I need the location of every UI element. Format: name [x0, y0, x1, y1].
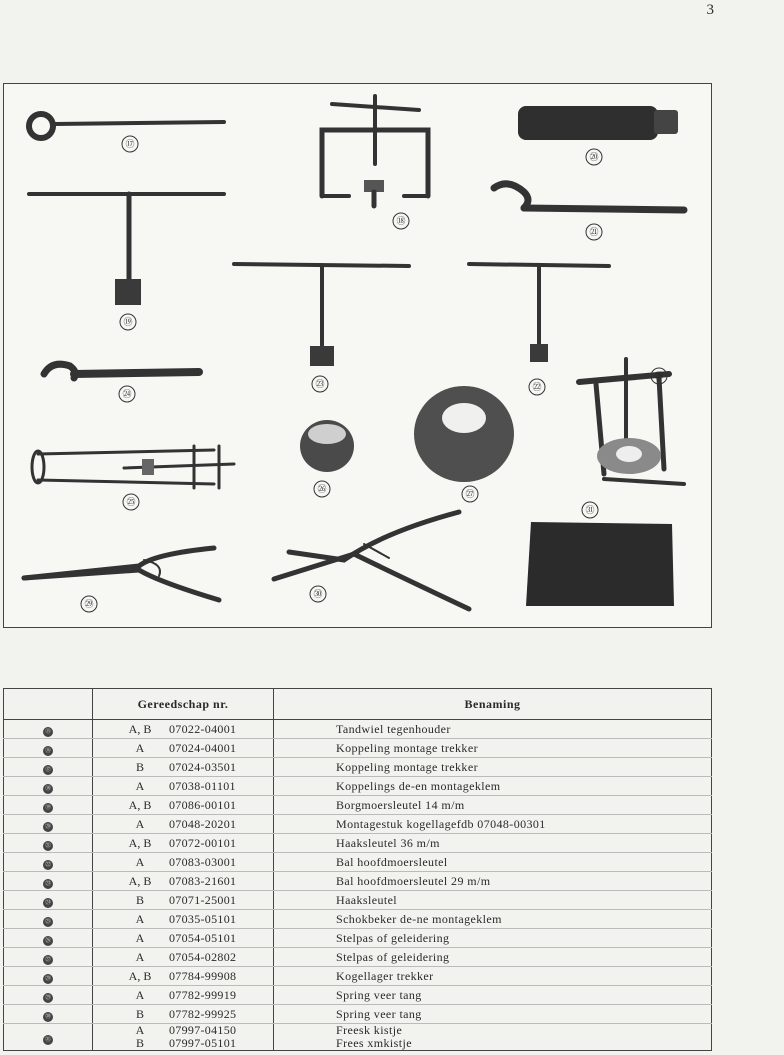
row-index: ㉕: [4, 910, 93, 929]
row-code: 07048-20201: [169, 816, 237, 831]
tool-25-image: [32, 446, 234, 488]
row-type: A: [135, 1023, 145, 1037]
table-row: [4, 948, 712, 967]
tool-27-image: [414, 386, 514, 482]
callout-26: ㉖: [317, 485, 327, 495]
row-index: ㉑: [4, 834, 93, 853]
row-name: Koppelings de-en montageklem: [274, 777, 712, 796]
callout-30: ㉚: [313, 590, 323, 600]
callout-17: ⑰: [125, 140, 135, 150]
tool-22-image: [469, 264, 609, 362]
row-type: A: [135, 987, 145, 1002]
row-code: 07054-05101: [169, 930, 237, 945]
row-name: Freesk kistje Frees xmkistje: [274, 1024, 712, 1051]
callout-24: ㉔: [122, 390, 132, 400]
row-type: A: [135, 740, 145, 755]
tool-31-image: [526, 522, 674, 606]
callout-21: ㉑: [589, 228, 599, 238]
row-tool-no: [93, 815, 274, 834]
row-type: A, B: [128, 721, 152, 736]
row-code: 07071-25001: [169, 892, 237, 907]
row-code: 07083-21601: [169, 873, 237, 888]
row-name: Spring veer tang: [274, 1005, 712, 1024]
row-tool-no: [93, 948, 274, 967]
tool-28-image: [579, 359, 684, 484]
row-name: Kogellager trekker: [274, 967, 712, 986]
callout-22: ㉒: [532, 383, 542, 393]
table-row: [4, 853, 712, 872]
tools-photograph: [3, 83, 712, 628]
row-index: ⑮: [4, 720, 93, 739]
row-type: A: [135, 949, 145, 964]
callout-23: ㉓: [315, 380, 325, 390]
row-name: Schokbeker de-ne montageklem: [274, 910, 712, 929]
row-type: A, B: [128, 968, 152, 983]
table-row: [4, 739, 712, 758]
row-code: 07022-04001: [169, 721, 237, 736]
table-row: [4, 1024, 712, 1051]
row-type: A: [135, 854, 145, 869]
callout-25: ㉕: [126, 498, 136, 508]
row-tool-no: [93, 720, 274, 739]
row-type: A: [135, 816, 145, 831]
tool-17-image: [29, 114, 224, 138]
row-code: 07038-01101: [169, 778, 236, 793]
tool-20-image: [518, 106, 678, 140]
callout-27: ㉗: [465, 490, 475, 500]
tool-26-image: [300, 420, 354, 472]
tool-29-image: [24, 548, 219, 600]
table-row: [4, 777, 712, 796]
table-row: [4, 986, 712, 1005]
row-index: ㉙: [4, 986, 93, 1005]
row-type: B: [135, 1006, 144, 1021]
table-row: [4, 834, 712, 853]
row-type: A, B: [128, 835, 152, 850]
row-tool-no: [93, 796, 274, 815]
row-index: ㉔: [4, 891, 93, 910]
row-name: Montagestuk kogellagefdb 07048-00301: [274, 815, 712, 834]
row-tool-no: [93, 739, 274, 758]
row-code: 07782-99919: [169, 987, 237, 1002]
callout-28: ㉘: [654, 372, 664, 382]
row-name: Koppeling montage trekker: [274, 739, 712, 758]
row-code: 07024-04001: [169, 740, 237, 755]
row-name: Haaksleutel 36 m/m: [274, 834, 712, 853]
row-index: ⑱: [4, 777, 93, 796]
row-tool-no: [93, 986, 274, 1005]
row-tool-no: [93, 891, 274, 910]
row-tool-no: [93, 1005, 274, 1024]
row-name: Borgmoersleutel 14 m/m: [274, 796, 712, 815]
row-code: 07086-00101: [169, 797, 237, 812]
table-row: [4, 910, 712, 929]
tool-23-image: [234, 264, 409, 366]
table-row: [4, 891, 712, 910]
tool-19-image: [29, 194, 224, 305]
row-tool-no: [93, 910, 274, 929]
row-code: 07072-00101: [169, 835, 237, 850]
row-name: Stelpas of geleidering: [274, 929, 712, 948]
row-code: 07997-05101: [169, 1036, 237, 1050]
row-index: ㉖: [4, 929, 93, 948]
row-index: ⑰: [4, 758, 93, 777]
callout-31: ㉛: [585, 506, 595, 516]
row-tool-no: [93, 872, 274, 891]
row-index: ⑯: [4, 739, 93, 758]
row-name: Tandwiel tegenhouder: [274, 720, 712, 739]
table-row: [4, 1005, 712, 1024]
row-name: Spring veer tang: [274, 986, 712, 1005]
row-code: 07784-99908: [169, 968, 237, 983]
page-number: 3: [706, 2, 714, 18]
callout-19: ⑲: [123, 318, 133, 328]
table-row: [4, 929, 712, 948]
row-index: ㉛: [4, 1024, 93, 1051]
callout-18: ⑱: [396, 217, 406, 227]
header-index: [4, 689, 93, 720]
row-type: A, B: [128, 797, 152, 812]
tool-24-image: [44, 364, 199, 378]
row-tool-no: [93, 967, 274, 986]
row-name: Bal hoofdmoersleutel: [274, 853, 712, 872]
row-code: 07054-02802: [169, 949, 237, 964]
row-type: A, B: [128, 873, 152, 888]
table-row: [4, 815, 712, 834]
table-row: [4, 758, 712, 777]
header-name: Benaming: [274, 689, 712, 720]
table-row: [4, 967, 712, 986]
row-type: A: [135, 911, 145, 926]
table-row: [4, 796, 712, 815]
row-index: ⑳: [4, 815, 93, 834]
table-row: [4, 872, 712, 891]
row-name: Haaksleutel: [274, 891, 712, 910]
callout-29: ㉙: [84, 600, 94, 610]
row-tool-no: [93, 853, 274, 872]
row-code: 07782-99925: [169, 1006, 237, 1021]
row-index: ㉘: [4, 967, 93, 986]
tool-18-image: [322, 96, 428, 206]
row-tool-no: [93, 777, 274, 796]
header-tool-no: Gereedschap nr.: [93, 689, 274, 720]
row-tool-no: [93, 758, 274, 777]
row-name: Bal hoofdmoersleutel 29 m/m: [274, 872, 712, 891]
row-name: Koppeling montage trekker: [274, 758, 712, 777]
row-type: A: [135, 778, 145, 793]
row-type: A: [135, 930, 145, 945]
row-tool-no: [93, 1024, 274, 1051]
tool-30-image: [274, 512, 469, 609]
row-index: ㉗: [4, 948, 93, 967]
row-tool-no: [93, 834, 274, 853]
callout-20: ⑳: [589, 153, 599, 163]
row-type: B: [135, 759, 144, 774]
row-index: ㉒: [4, 853, 93, 872]
row-index: ㉓: [4, 872, 93, 891]
row-code: 07997-04150: [169, 1023, 237, 1037]
row-index: ㉚: [4, 1005, 93, 1024]
row-code: 07083-03001: [169, 854, 237, 869]
table-header-row: [4, 689, 712, 720]
table-row: [4, 720, 712, 739]
tools-table: [3, 688, 712, 1051]
row-type: B: [135, 892, 144, 907]
tool-21-image: [494, 184, 684, 210]
row-name: Stelpas of geleidering: [274, 948, 712, 967]
row-code: 07024-03501: [169, 759, 237, 774]
row-index: ⑲: [4, 796, 93, 815]
row-tool-no: [93, 929, 274, 948]
row-type: B: [135, 1036, 144, 1050]
row-code: 07035-05101: [169, 911, 237, 926]
